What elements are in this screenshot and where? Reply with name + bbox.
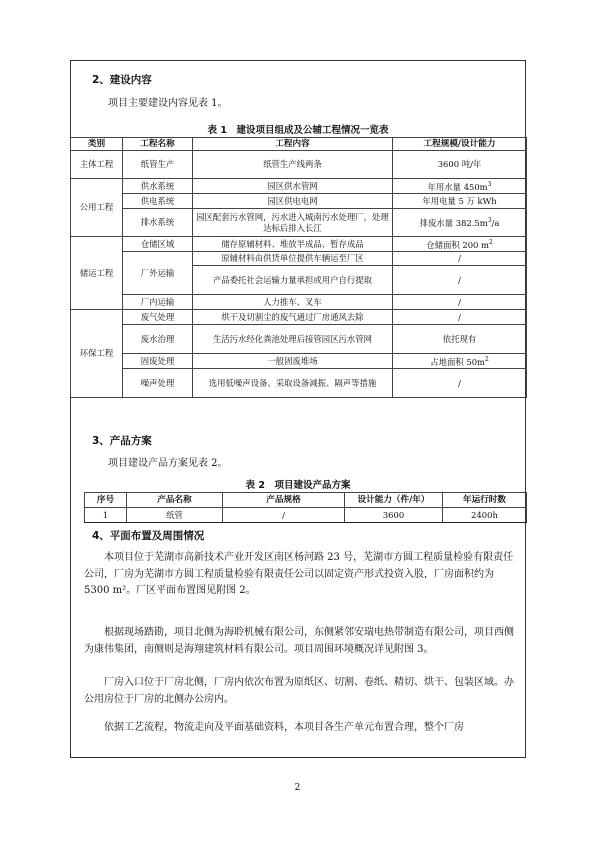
table-2-header-row (85, 493, 527, 508)
table-2-header: 年运行时数 (443, 493, 527, 508)
table-2-header: 设计能力（件/年） (345, 493, 443, 508)
cell-name: 废水治理 (123, 325, 193, 354)
cell-content: 烘干及切割尘的废气通过厂房通风去除 (193, 310, 393, 325)
cell-scale: / (393, 310, 527, 325)
cell-name: 厂外运输 (123, 252, 193, 295)
cell-content: 园区配套污水管网，污水进入城南污水处理厂，处理达标后排入长江 (193, 209, 393, 237)
table-row (71, 151, 527, 179)
scale-text: 仓储面积 200 m (426, 239, 489, 250)
cell-content: 园区供电电网 (193, 194, 393, 209)
group-env: 环保工程 (71, 310, 123, 398)
section-4-paragraph-3: 厂房入口位于厂房北侧，厂房内依次布置为原纸区、切割、卷纸、精切、烘干、包装区域。办公用房位于厂房的北侧办公房内。 (84, 677, 514, 705)
cell-name: 排水系统 (123, 209, 193, 237)
cell-content: 储存原辅材料、堆放半成品、暂存成品 (193, 237, 393, 252)
cell-name: 废气处理 (123, 310, 193, 325)
scale-text-post: /a (491, 218, 500, 229)
cell-name: 固废处理 (123, 354, 193, 369)
table-2 (84, 492, 527, 523)
scale-text: 占地面积 50m (430, 356, 485, 367)
cell-name: 供水系统 (123, 179, 193, 194)
scale-text: 排废水量 382.5m (419, 218, 488, 229)
cell-scale: 年用电量 5 万 kWh (393, 194, 527, 209)
table-1-header: 工程规模/设计能力 (393, 138, 527, 151)
section-3-intro: 项目建设产品方案见表 2。 (108, 458, 228, 469)
cell-content: 人力推车、叉车 (193, 295, 393, 310)
group-main: 主体工程 (71, 151, 123, 179)
section-4-paragraph-4: 依据工艺流程，物流走向及平面基础资料，本项目各生产单元布置合理，整个厂房 (104, 722, 464, 733)
section-4-paragraph-1: 本项目位于芜湖市高新技术产业开发区南区杨河路 23 号，芜湖市方圆工程质量检验有限责任公司，厂房为芜湖市方圆工程质量检验有限责任公司以固定资产形式投资入股，厂房面积约为 5300 m²。厂区平面布置图见附图 2。 (84, 552, 514, 596)
table-row (71, 252, 527, 266)
cell-capacity: 3600 (345, 508, 443, 523)
cell-scale: 3600 吨/年 (393, 151, 527, 179)
table-row (71, 237, 527, 252)
section-4-title: 4、平面布置及周围情况 (92, 530, 205, 542)
cell-name: 噪声处理 (123, 369, 193, 398)
section-2-intro: 项目主要建设内容见表 1。 (108, 98, 228, 109)
cell-name: 供电系统 (123, 194, 193, 209)
cell-scale: / (393, 266, 527, 295)
table-1-header-row (71, 138, 527, 151)
table-1-caption: 表 1 建设项目组成及公辅工程情况一览表 (207, 125, 389, 136)
cell-content: 生活污水经化粪池处理后接管园区污水管网 (193, 325, 393, 354)
section-2-title: 2、建设内容 (92, 74, 152, 86)
cell-scale (393, 179, 527, 194)
table-1 (70, 137, 527, 398)
cell-content: 园区供水管网 (193, 179, 393, 194)
cell-content: 原辅材料由供货单位提供车辆运至厂区 (193, 252, 393, 266)
cell-content: 选用低噪声设备、采取设备减振、隔声等措施 (193, 369, 393, 398)
table-1-header: 类别 (71, 138, 123, 151)
table-row (71, 209, 527, 237)
table-row (71, 295, 527, 310)
cell-content: 纸管生产线两条 (193, 151, 393, 179)
table-2-caption: 表 2 项目建设产品方案 (245, 480, 351, 491)
table-2-header: 产品规格 (223, 493, 345, 508)
cell-product: 纸管 (127, 508, 223, 523)
section-3-title: 3、产品方案 (92, 435, 152, 447)
group-public: 公用工程 (71, 179, 123, 237)
cell-scale: / (393, 369, 527, 398)
cell-content: 产品委托社会运输力量承担或用户自行提取 (193, 266, 393, 295)
scale-sup: 2 (488, 238, 493, 246)
table-row (71, 325, 527, 354)
cell-index: 1 (85, 508, 127, 523)
scale-sup: 3 (487, 180, 492, 188)
scale-sup: 3 (487, 217, 492, 225)
cell-scale: / (393, 252, 527, 266)
cell-hours: 2400h (443, 508, 527, 523)
cell-name: 纸管生产 (123, 151, 193, 179)
cell-scale: / (393, 295, 527, 310)
cell-scale (393, 354, 527, 369)
table-2-header: 产品名称 (127, 493, 223, 508)
group-storage: 储运工程 (71, 237, 123, 310)
table-row (71, 179, 527, 194)
cell-scale (393, 237, 527, 252)
table-row (85, 508, 527, 523)
scale-sup: 2 (484, 355, 489, 363)
scale-text: 年用水量 450m (427, 181, 488, 192)
cell-name: 厂内运输 (123, 295, 193, 310)
table-row (71, 354, 527, 369)
table-2-header: 序号 (85, 493, 127, 508)
cell-spec: / (223, 508, 345, 523)
table-row (71, 369, 527, 398)
section-4-paragraph-2: 根据现场踏勘，项目北侧为海聆机械有限公司，东侧紧邻安瑞电热带制造有限公司，项目西侧为康伟集团，南侧则是海翔建筑材料有限公司。项目周围环境概况详见附图 3。 (84, 627, 514, 655)
table-1-header: 工程内容 (193, 138, 393, 151)
table-row (71, 194, 527, 209)
cell-scale (393, 209, 527, 237)
cell-scale: 依托现有 (393, 325, 527, 354)
table-row (71, 310, 527, 325)
table-1-header: 工程名称 (123, 138, 193, 151)
cell-content: 一般固废堆场 (193, 354, 393, 369)
cell-name: 仓储区域 (123, 237, 193, 252)
page-number: 2 (294, 783, 301, 793)
